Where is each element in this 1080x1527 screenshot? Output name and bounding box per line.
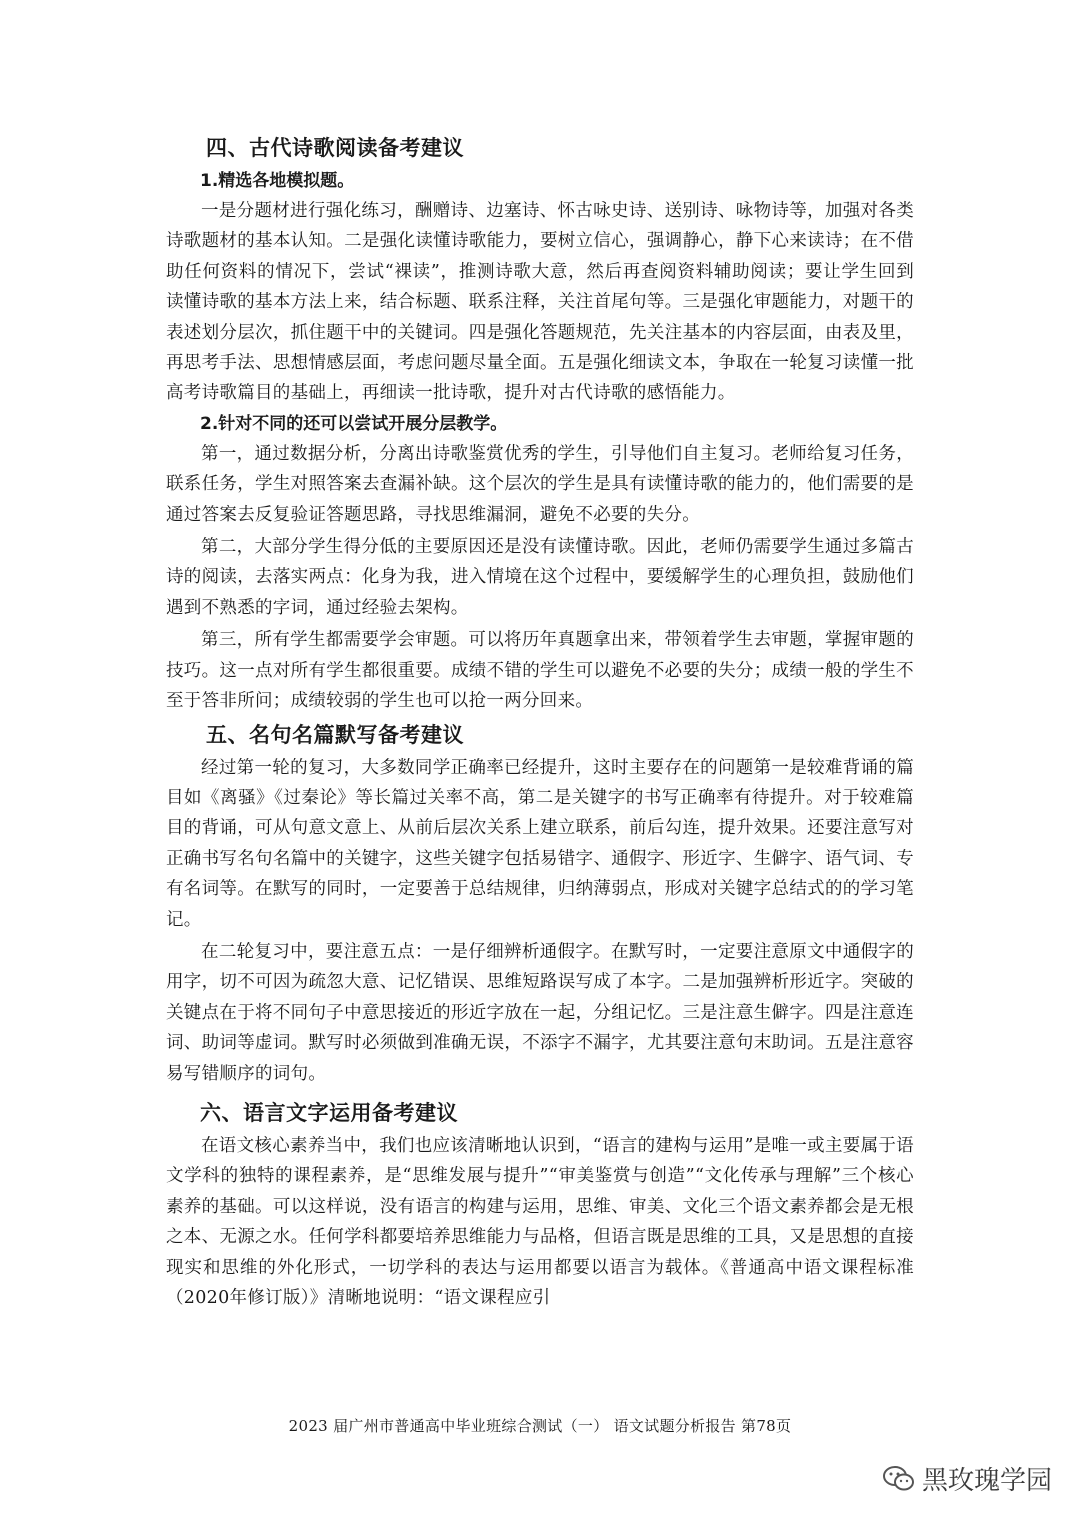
watermark (882, 1460, 1052, 1497)
section-6-title: 六、语言文字运用备考建议 (200, 1100, 458, 1125)
document-body (166, 130, 914, 1313)
section-6-paragraph-1: 在语文核心素养当中，我们也应该清晰地认识到，“语言的建构与运用”是唯一或主要属于语文学科的独特的课程素养，是“思维发展与提升”“审美鉴赏与创造”“文化传承与理解”三个核心素养的基础。可以这样说，没有语言的构建与运用，思维、审美、文化三个语文素养都会是无根之本、无源之水。任何学科都要培养思维能力与品格，但语言既是思维的工具，又是思想的直接现实和思维的外化形式，一切学科的表达与运用都要以语言为载体。《普通高中语文课程标准（2020年修订版）》清晰地说明：“语文课程应引 (166, 1135, 914, 1308)
section-4-paragraph-1: 一是分题材进行强化练习，酬赠诗、边塞诗、怀古咏史诗、送别诗、咏物诗等，加强对各类诗歌题材的基本认知。二是强化读懂诗歌能力，要树立信心，强调静心，静下心来读诗；在不借助任何资料的情况下，尝试“裸读”，推测诗歌大意，然后再查阅资料辅助阅读；要让学生回到读懂诗歌的基本方法上来，结合标题、联系注释，关注首尾句等。三是强化审题能力，对题干的表述划分层次，抓住题干中的关键词。四是强化答题规范，先关注基本的内容层面，由表及里，再思考手法、思想情感层面，考虑问题尽量全面。五是强化细读文本，争取在一轮复习读懂一批高考诗歌篇目的基础上，再细读一批诗歌，提升对古代诗歌的感悟能力。 (166, 201, 914, 404)
watermark-text: 黑玫瑰学园 (921, 1466, 1052, 1496)
section-4-subtitle-2: 2.针对不同的还可以尝试开展分层教学。 (200, 413, 508, 434)
section-4-paragraph-4: 第三，所有学生都需要学会审题。可以将历年真题拿出来，带领着学生去审题，掌握审题的技巧。这一点对所有学生都很重要。成绩不错的学生可以避免不必要的失分；成绩一般的学生不至于答非所问；成绩较弱的学生也可以抢一两分回来。 (166, 630, 914, 712)
section-4-paragraph-2: 第一，通过数据分析，分离出诗歌鉴赏优秀的学生，引导他们自主复习。老师给复习任务，联系任务，学生对照答案去查漏补缺。这个层次的学生是具有读懂诗歌的能力的，他们需要的是通过答案去反复验证答题思路，寻找思维漏洞，避免不必要的失分。 (166, 443, 914, 525)
page-footer: 2023 届广州市普通高中毕业班综合测试（一） 语文试题分析报告 第78页 (288, 1417, 792, 1435)
wechat-icon (882, 1464, 916, 1494)
section-4-paragraph-3: 第二，大部分学生得分低的主要原因还是没有读懂诗歌。因此，老师仍需要学生通过多篇古诗的阅读，去落实两点：化身为我，进入情境在这个过程中，要缓解学生的心理负担，鼓励他们遇到不熟悉的字词，通过经验去架构。 (166, 537, 914, 618)
section-4-title: 四、古代诗歌阅读备考建议 (206, 136, 464, 160)
section-5-title: 五、名句名篇默写备考建议 (206, 722, 464, 747)
section-5-paragraph-2: 在二轮复习中，要注意五点：一是仔细辨析通假字。在默写时，一定要注意原文中通假字的用字，切不可因为疏忽大意、记忆错误、思维短路误写成了本字。二是加强辨析形近字。突破的关键点在于将不同句子中意思接近的形近字放在一起，分组记忆。三是注意生僻字。四是注意连词、助词等虚词。默写时必须做到准确无误，不添字不漏字，尤其要注意句末助词。五是注意容易写错顺序的词句。 (166, 941, 914, 1084)
section-5-paragraph-1: 经过第一轮的复习，大多数同学正确率已经提升，这时主要存在的问题第一是较难背诵的篇目如《离骚》《过秦论》等长篇过关率不高，第二是关键字的书写正确率有待提升。对于较难篇目的背诵，可从句意文意上、从前后层次关系上建立联系，前后勾连，提升效果。还要注意写对正确书写名句名篇中的关键字，这些关键字包括易错字、通假字、形近字、生僻字、语气词、专有名词等。在默写的同时，一定要善于总结规律，归纳薄弱点，形成对关键字总结式的的学习笔记。 (166, 757, 914, 930)
section-4-subtitle-1: 1.精选各地模拟题。 (200, 171, 355, 191)
